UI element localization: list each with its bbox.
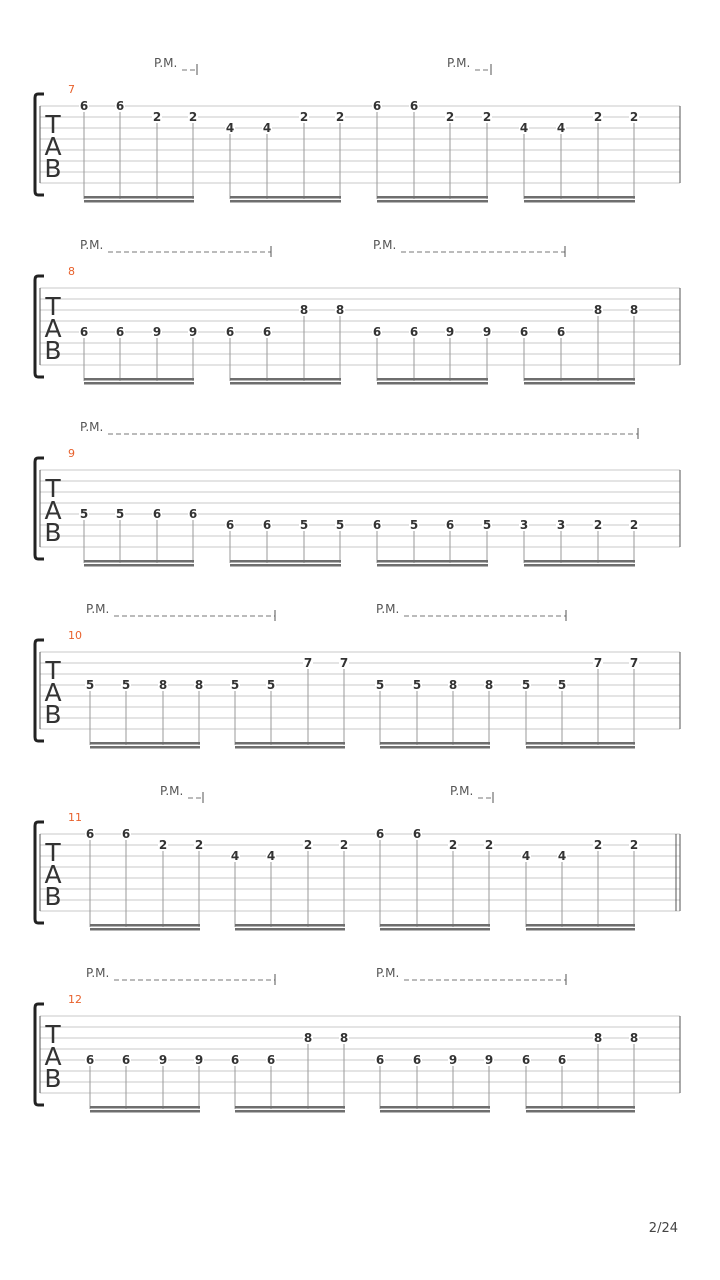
palm-mute-label: P.M. — [86, 966, 110, 980]
beam-secondary — [377, 564, 488, 567]
fret-number: 6 — [230, 1053, 240, 1067]
fret-number: 8 — [593, 1031, 603, 1045]
fret-number: 8 — [339, 1031, 349, 1045]
beam-primary — [90, 924, 200, 927]
beam-secondary — [90, 1110, 200, 1113]
fret-number: 8 — [629, 303, 639, 317]
beam-primary — [230, 560, 341, 563]
fret-number: 2 — [482, 110, 492, 124]
fret-number: 8 — [593, 303, 603, 317]
fret-number: 9 — [484, 1053, 494, 1067]
clef-letter-a: A — [44, 678, 62, 707]
fret-number: 2 — [152, 110, 162, 124]
beam-primary — [230, 378, 341, 381]
fret-number: 5 — [79, 507, 89, 521]
beam-primary — [524, 560, 635, 563]
beam-primary — [524, 196, 635, 199]
beam-secondary — [90, 746, 200, 749]
fret-number: 6 — [79, 99, 89, 113]
fret-number: 6 — [412, 1053, 422, 1067]
clef-letter-t: T — [45, 656, 61, 685]
beam-primary — [235, 924, 345, 927]
beam-primary — [230, 196, 341, 199]
fret-number: 6 — [121, 827, 131, 841]
fret-number: 8 — [303, 1031, 313, 1045]
palm-mute-label: P.M. — [376, 602, 400, 616]
fret-number: 4 — [519, 121, 529, 135]
clef-letter-t: T — [45, 292, 61, 321]
beam-secondary — [230, 382, 341, 385]
fret-number: 6 — [409, 99, 419, 113]
beam-primary — [380, 742, 490, 745]
beam-secondary — [90, 928, 200, 931]
beam-primary — [377, 196, 488, 199]
fret-number: 9 — [482, 325, 492, 339]
fret-number: 6 — [188, 507, 198, 521]
fret-number: 6 — [262, 518, 272, 532]
palm-mute-label: P.M. — [376, 966, 400, 980]
beam-primary — [380, 1106, 490, 1109]
fret-number: 9 — [152, 325, 162, 339]
palm-mute-label: P.M. — [154, 56, 178, 70]
palm-mute-label: P.M. — [373, 238, 397, 252]
fret-number: 8 — [194, 678, 204, 692]
fret-number: 6 — [121, 1053, 131, 1067]
fret-number: 2 — [335, 110, 345, 124]
beam-primary — [235, 1106, 345, 1109]
fret-number: 4 — [230, 849, 240, 863]
fret-number: 4 — [521, 849, 531, 863]
palm-mute-label: P.M. — [80, 420, 104, 434]
fret-number: 9 — [445, 325, 455, 339]
beam-secondary — [84, 200, 194, 203]
measure-number: 12 — [68, 993, 82, 1006]
fret-number: 5 — [375, 678, 385, 692]
fret-number: 4 — [262, 121, 272, 135]
beam-primary — [84, 196, 194, 199]
fret-number: 6 — [152, 507, 162, 521]
beam-secondary — [380, 746, 490, 749]
fret-number: 4 — [225, 121, 235, 135]
fret-number: 2 — [448, 838, 458, 852]
fret-number: 8 — [158, 678, 168, 692]
fret-number: 2 — [303, 838, 313, 852]
fret-number: 9 — [448, 1053, 458, 1067]
palm-mute-label: P.M. — [450, 784, 474, 798]
fret-number: 8 — [448, 678, 458, 692]
clef-letter-b: B — [44, 336, 62, 365]
fret-number: 6 — [79, 325, 89, 339]
clef-letter-a: A — [44, 1042, 62, 1071]
measure-number: 8 — [68, 265, 75, 278]
beam-secondary — [380, 928, 490, 931]
fret-number: 6 — [519, 325, 529, 339]
fret-number: 2 — [158, 838, 168, 852]
palm-mute-label: P.M. — [86, 602, 110, 616]
clef-letter-a: A — [44, 314, 62, 343]
clef-letter-a: A — [44, 860, 62, 889]
fret-number: 2 — [593, 518, 603, 532]
beam-secondary — [84, 382, 194, 385]
clef-letter-t: T — [45, 474, 61, 503]
beam-primary — [380, 924, 490, 927]
tab-system-8 — [35, 238, 680, 385]
clef-letter-b: B — [44, 1064, 62, 1093]
fret-number: 5 — [521, 678, 531, 692]
fret-number: 5 — [266, 678, 276, 692]
fret-number: 6 — [557, 1053, 567, 1067]
fret-number: 2 — [299, 110, 309, 124]
fret-number: 7 — [629, 656, 639, 670]
fret-number: 6 — [115, 325, 125, 339]
beam-secondary — [377, 200, 488, 203]
fret-number: 2 — [593, 838, 603, 852]
fret-number: 5 — [482, 518, 492, 532]
tab-system-10 — [35, 602, 680, 749]
fret-number: 6 — [266, 1053, 276, 1067]
fret-number: 7 — [593, 656, 603, 670]
fret-number: 2 — [484, 838, 494, 852]
fret-number: 6 — [556, 325, 566, 339]
fret-number: 3 — [519, 518, 529, 532]
fret-number: 5 — [335, 518, 345, 532]
measure-number: 11 — [68, 811, 82, 824]
beam-secondary — [377, 382, 488, 385]
fret-number: 6 — [375, 1053, 385, 1067]
palm-mute-label: P.M. — [447, 56, 471, 70]
beam-primary — [526, 1106, 635, 1109]
palm-mute-label: P.M. — [80, 238, 104, 252]
beam-secondary — [380, 1110, 490, 1113]
beam-secondary — [526, 746, 635, 749]
fret-number: 2 — [188, 110, 198, 124]
clef-letter-b: B — [44, 154, 62, 183]
fret-number: 5 — [299, 518, 309, 532]
fret-number: 9 — [194, 1053, 204, 1067]
fret-number: 5 — [557, 678, 567, 692]
beam-secondary — [524, 200, 635, 203]
fret-number: 5 — [115, 507, 125, 521]
fret-number: 2 — [445, 110, 455, 124]
clef-letter-b: B — [44, 882, 62, 911]
fret-number: 6 — [372, 518, 382, 532]
fret-number: 6 — [262, 325, 272, 339]
beam-primary — [90, 1106, 200, 1109]
fret-number: 6 — [409, 325, 419, 339]
fret-number: 6 — [225, 518, 235, 532]
tab-system-11 — [35, 784, 680, 931]
fret-number: 6 — [445, 518, 455, 532]
beam-secondary — [84, 564, 194, 567]
fret-number: 6 — [372, 99, 382, 113]
fret-number: 5 — [412, 678, 422, 692]
beam-secondary — [235, 1110, 345, 1113]
measure-number: 9 — [68, 447, 75, 460]
fret-number: 2 — [194, 838, 204, 852]
page-number: 2/24 — [648, 1221, 678, 1236]
fret-number: 8 — [484, 678, 494, 692]
fret-number: 5 — [409, 518, 419, 532]
palm-mute-label: P.M. — [160, 784, 184, 798]
fret-number: 4 — [266, 849, 276, 863]
fret-number: 6 — [375, 827, 385, 841]
fret-number: 2 — [593, 110, 603, 124]
measure-number: 10 — [68, 629, 82, 642]
fret-number: 6 — [372, 325, 382, 339]
fret-number: 7 — [339, 656, 349, 670]
clef-letter-t: T — [45, 838, 61, 867]
beam-secondary — [526, 928, 635, 931]
beam-secondary — [235, 928, 345, 931]
fret-number: 8 — [335, 303, 345, 317]
clef-letter-b: B — [44, 700, 62, 729]
beam-secondary — [526, 1110, 635, 1113]
fret-number: 8 — [629, 1031, 639, 1045]
fret-number: 6 — [412, 827, 422, 841]
clef-letter-t: T — [45, 110, 61, 139]
fret-number: 6 — [115, 99, 125, 113]
fret-number: 6 — [521, 1053, 531, 1067]
fret-number: 5 — [230, 678, 240, 692]
fret-number: 8 — [299, 303, 309, 317]
beam-primary — [84, 378, 194, 381]
fret-number: 2 — [629, 838, 639, 852]
fret-number: 6 — [225, 325, 235, 339]
fret-number: 5 — [121, 678, 131, 692]
tab-system-9 — [35, 420, 680, 567]
fret-number: 2 — [339, 838, 349, 852]
tab-system-7 — [35, 56, 680, 203]
fret-number: 6 — [85, 827, 95, 841]
beam-secondary — [524, 382, 635, 385]
beam-secondary — [230, 564, 341, 567]
fret-number: 4 — [557, 849, 567, 863]
beam-primary — [524, 378, 635, 381]
beam-secondary — [230, 200, 341, 203]
beam-secondary — [524, 564, 635, 567]
beam-primary — [526, 742, 635, 745]
measure-number: 7 — [68, 83, 75, 96]
beam-primary — [377, 378, 488, 381]
fret-number: 9 — [158, 1053, 168, 1067]
beam-secondary — [235, 746, 345, 749]
fret-number: 4 — [556, 121, 566, 135]
beam-primary — [377, 560, 488, 563]
fret-number: 2 — [629, 110, 639, 124]
fret-number: 9 — [188, 325, 198, 339]
fret-number: 7 — [303, 656, 313, 670]
clef-letter-a: A — [44, 132, 62, 161]
fret-number: 5 — [85, 678, 95, 692]
tab-system-12 — [35, 966, 680, 1113]
fret-number: 3 — [556, 518, 566, 532]
beam-primary — [526, 924, 635, 927]
fret-number: 2 — [629, 518, 639, 532]
beam-primary — [235, 742, 345, 745]
clef-letter-b: B — [44, 518, 62, 547]
beam-primary — [90, 742, 200, 745]
clef-letter-a: A — [44, 496, 62, 525]
beam-primary — [84, 560, 194, 563]
fret-number: 6 — [85, 1053, 95, 1067]
clef-letter-t: T — [45, 1020, 61, 1049]
